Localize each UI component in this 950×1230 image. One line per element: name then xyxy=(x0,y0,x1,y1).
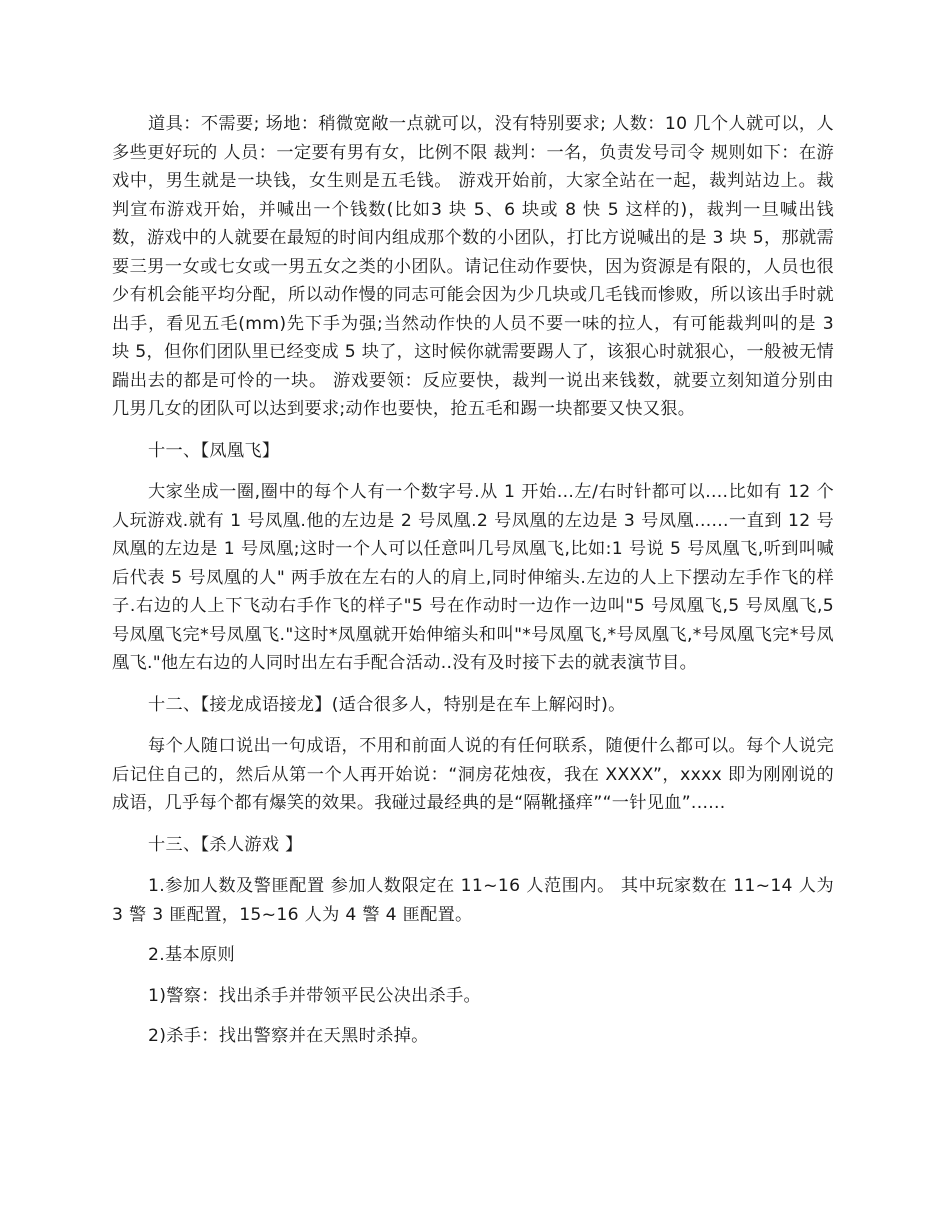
section-twelve-heading: 十二、【接龙成语接龙】(适合很多人，特别是在车上解闷时)。 xyxy=(148,694,626,715)
game-rules-paragraph: 道具：不需要; 场地：稍微宽敞一点就可以，没有特别要求; 人数：10 几个人就可以，人多些更好玩的 人员：一定要有男有女，比例不限 裁判：一名，负责发号司令 规则如下：在游戏中，男生就是一块钱，女生则是五毛钱。 游戏开始前，大家全站在一起，裁判站边上。裁判宣布游戏开始，并喊出一个钱数(比如3 块 5、6 块或 8 快 5 这样的)，裁判一旦喊出钱数，游戏中的人就要在最短的时间内组成那个数的小团队，打比方说喊出的是 3 块 5，那就需要三男一女或七女或一男五女之类的小团队。请记住动作要快，因为资源是有限的，人员也很少有机会能平均分配，所以动作慢的同志可能会因为少几块或几毛钱而惨败，所以该出手时就出手，看见五毛(mm)先下手为强;当然动作快的人员不要一味的拉人，有可能裁判叫的是 3 块 5，但你们团队里已经变成 5 块了，这时候你就需要踢人了，该狠心时就狠心，一般被无情踹出去的都是可怜的一块。 游戏要领：反应要快，裁判一说出来钱数，就要立刻知道分别由几男几女的团队可以达到要求;动作也要快，抢五毛和踢一块都要又快又狠。 xyxy=(112,114,834,419)
document-page xyxy=(112,110,834,1051)
phoenix-game-paragraph: 大家坐成一圈,圈中的每个人有一个数字号.从 1 开始...左/右时针都可以....比如有 12 个人玩游戏.就有 1 号凤凰.他的左边是 2 号凤凰.2 号凤凰的左边是 3 号凤凰......一直到 12 号凤凰的左边是 1 号凤凰;这时一个人可以任意叫几号凤凰飞,比如:1 号说 5 号凤凰飞,听到叫喊后代表 5 号凤凰的人" 两手放在左右的人的肩上,同时伸缩头.左边的人上下摆动左手作飞的样子.右边的人上下飞动右手作飞的样子"5 号在作动时一边作一边叫"5 号凤凰飞,5 号凤凰飞,5 号凤凰飞完*号凤凰飞."这时*凤凰就开始伸缩头和叫"*号凤凰飞,*号凤凰飞,*号凤凰飞完*号凤凰飞."他左右边的人同时出左右手配合活动..没有及时接下去的就表演节目。 xyxy=(112,482,834,673)
police-role-item: 1)警察：找出杀手并带领平民公决出杀手。 xyxy=(148,985,482,1006)
idiom-game-paragraph: 每个人随口说出一句成语，不用和前面人说的有任何联系，随便什么都可以。每个人说完后记住自己的，然后从第一个人再开始说：“洞房花烛夜，我在 XXXX”，xxxx 即为刚刚说的成语，几乎每个都有爆笑的效果。我碰过最经典的是“隔靴搔痒”“一针见血”...... xyxy=(112,736,834,813)
player-count-paragraph: 1.参加人数及警匪配置 参加人数限定在 11~16 人范围内。 其中玩家数在 11~14 人为 3 警 3 匪配置，15~16 人为 4 警 4 匪配置。 xyxy=(112,876,834,925)
section-thirteen-heading: 十三、【杀人游戏 】 xyxy=(148,834,303,855)
basic-principles-heading: 2.基本原则 xyxy=(148,945,235,965)
section-eleven-heading: 十一、【凤凰飞】 xyxy=(148,440,280,461)
killer-role-item: 2)杀手：找出警察并在天黑时杀掉。 xyxy=(148,1026,429,1046)
